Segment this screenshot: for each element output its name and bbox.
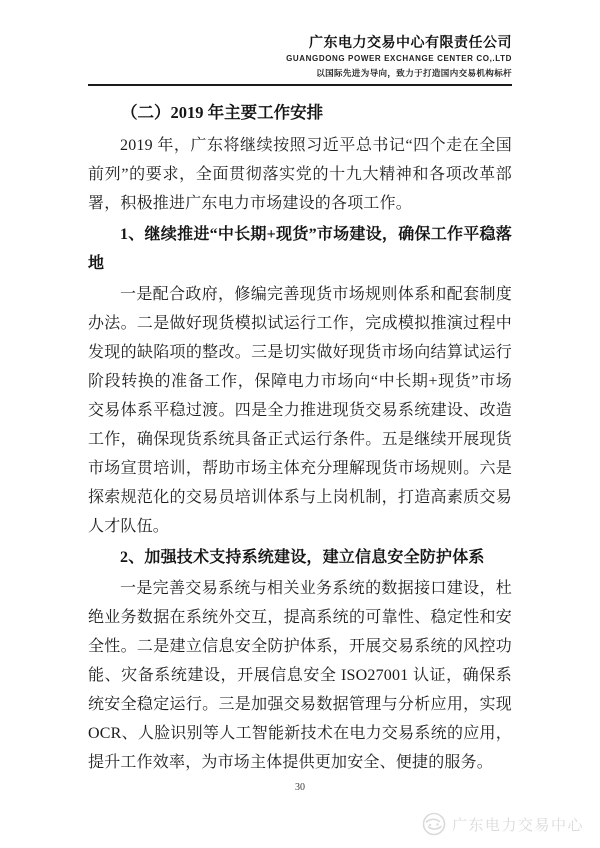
paragraph-1: 一是配合政府，修编完善现货市场规则体系和配套制度办法。二是做好现货模拟试运行工作，完成模拟推演过程中发现的缺陷项的整改。三是切实做好现货市场向结算试运行阶段转换的准备工作，保障电力市场向“中长期+现货”市场交易体系平稳过渡。四是全力推进现货交易系统建设、改造工作，确保现货系统具备正式运行条件。五是继续开展现货市场宣贯培训，帮助市场主体充分理解现货市场规则。六是探索规范化的交易员培训体系与上岗机制，打造高素质交易人才队伍。: [88, 286, 512, 535]
section-heading: （二）2019 年主要工作安排: [121, 103, 324, 122]
page-number: 30: [295, 782, 305, 793]
paragraph-2: 一是完善交易系统与相关业务系统的数据接口建设，杜绝业务数据在系统外交互，提高系统的可靠性、稳定性和安全性。二是建立信息安全防护体系，开展交易系统的风控功能、灾备系统建设，开展信息安全 ISO27001 认证，确保系统安全稳定运行。三是加强交易数据管理与分析应用，实现 OCR、人脸识别等人工智能新技术在电力交易系统的应用，提升工作效率，为市场主体提供更加安全、便捷的服务。: [88, 580, 512, 771]
subheading-1: 1、继续推进“中长期+现货”市场建设，确保工作平稳落地: [88, 226, 512, 272]
paragraph-overview: 2019 年，广东将继续按照习近平总书记“四个走在全国前列”的要求，全面贯彻落实党的十九大精神和各项改革部署，积极推进广东电力市场建设的各项工作。: [88, 137, 512, 212]
footer-watermark: [422, 812, 584, 836]
company-tagline: 以国际先进为导向，致力于打造国内交易机构标杆: [316, 68, 512, 78]
watermark-label: 广东电力交易中心: [451, 816, 584, 834]
document-body: [88, 98, 512, 777]
company-name-en: GUANGDONG POWER EXCHANGE CENTER CO,.LTD: [286, 54, 512, 63]
company-name-cn: 广东电力交易中心有限责任公司: [309, 34, 512, 50]
letterhead: [88, 34, 512, 86]
exchange-center-logo-icon: [422, 812, 446, 836]
subheading-2: 2、加强技术支持系统建设，建立信息安全防护体系: [120, 549, 485, 566]
